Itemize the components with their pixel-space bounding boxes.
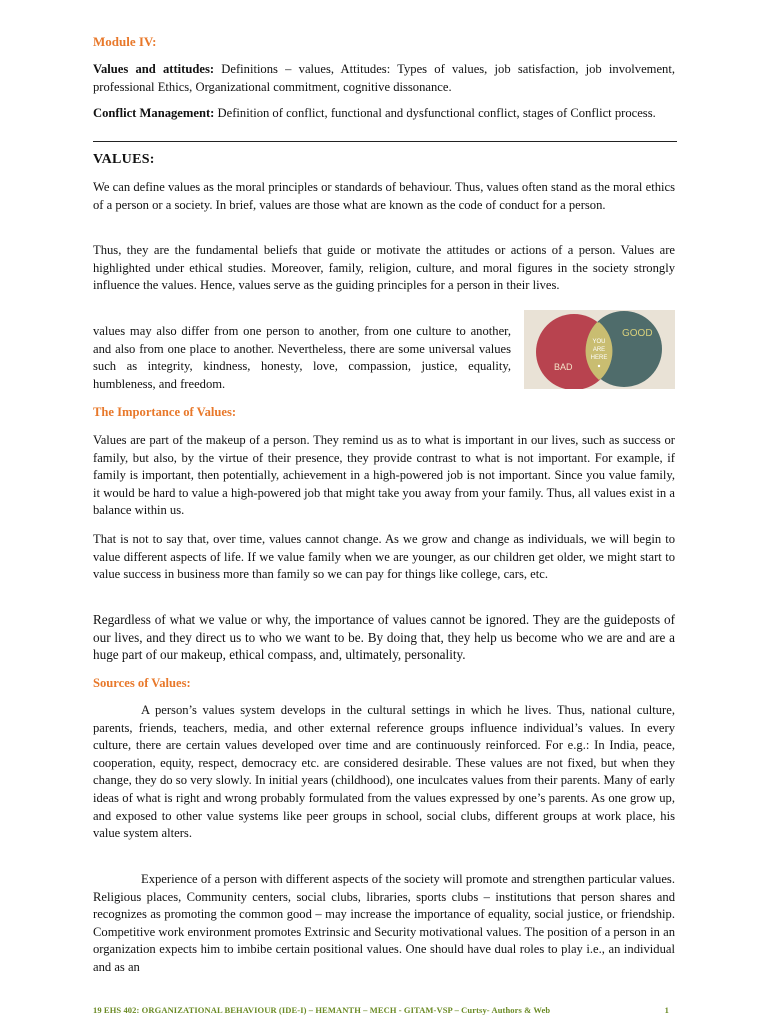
importance-paragraph-1: Values are part of the makeup of a person. They remind us as to what is important in our lives, such as success or family, but also, by the virtue of their presence, they provide contrast to what is not important. For example, if family is important, then potentially, achievement in a high-powered job is not important. Since you value family, it would be hard to value a high-powered job that might take you away from your family. Thus, all values exist in a balance within us.: [93, 433, 675, 518]
values-paragraph-2: Thus, they are the fundamental beliefs that guide or motivate the attitudes or actions of a person. Values are highlighted under ethical studies. Moreover, family, religion, culture, and moral figures in the society strongly influence the values. Hence, values serve as the guiding principles for a person in their lives.: [93, 243, 675, 293]
page-footer: [93, 1005, 669, 1015]
venn-center-label-3: HERE: [590, 355, 608, 361]
values-paragraph-3: values may also differ from one person to another, from one culture to another, and also from one place to another. Nevertheless, there are some universal values such as integrity, kindness, honesty, love, compassion, justice, equality, humbleness, and freedom.: [93, 324, 511, 391]
importance-paragraph-3: Regardless of what we value or why, the importance of values cannot be ignored. They are the guideposts of our lives, and they direct us to who we want to be. By doing that, they help us become who we are and are a huge part of our makeup, ethical compass, and, ultimately, personality.: [93, 612, 675, 663]
module-heading: Module IV:: [93, 34, 157, 49]
syllabus-values-text: Definitions – values, Attitudes: Types of values, job satisfaction, job involvement, professional Ethics, Organizational commitment, cognitive dissonance.: [93, 62, 675, 94]
venn-bad-label: BAD: [554, 362, 573, 372]
importance-heading: The Importance of Values:: [93, 405, 237, 419]
syllabus-values-label: Values and attitudes:: [93, 62, 215, 76]
venn-good-label: GOOD: [622, 328, 653, 339]
values-heading: VALUES:: [93, 152, 155, 167]
syllabus-values: [93, 61, 675, 96]
syllabus-conflict-text: Definition of conflict, functional and dysfunctional conflict, stages of Conflict process.: [214, 106, 656, 120]
values-paragraph-1: We can define values as the moral principles or standards of behaviour. Thus, values often stand as the moral ethics of a person or a society. In brief, values are those what are known as the code of conduct for a person.: [93, 180, 675, 212]
sources-heading: Sources of Values:: [93, 676, 191, 690]
venn-center-label-1: YOU: [592, 339, 606, 345]
syllabus-conflict: [93, 105, 675, 123]
venn-center-dot: [598, 365, 600, 367]
page-number: 1: [664, 1005, 669, 1015]
importance-paragraph-2: That is not to say that, over time, values cannot change. As we grow and change as individuals, we will begin to value different aspects of life. If we value family when we are younger, as our children get older, we might start to value success in business more than family so we can pay for things like college, cars, etc.: [93, 532, 675, 582]
sources-paragraph-1: A person’s values system develops in the cultural settings in which he lives. Thus, national culture, parents, friends, teachers, media, and other external reference groups influence individual’s values. In every culture, there are certain values developed over time and are continuously reinforced. For e.g.: In India, peace, cooperation, equity, respect, democracy etc. are considered desirable. These values are not fixed, but when they change, they do so very slowly. In initial years (childhood), one inculcates values from their parents. Many of early ideas of what is right and wrong probably formulated from the values expressed by one’s parents. As one grow up, and exposed to other value systems like peer groups in school, social clubs, different groups at work place, his value system alters.: [93, 703, 675, 841]
sources-paragraph-2: Experience of a person with different aspects of the society will promote and strengthen particular values. Religious places, Community centers, social clubs, libraries, sports clubs – institutions that person shares and recognizes as promoting the common good – may increase the importance of equality, social justice, or friendship. Competitive work environment promotes Extrinsic and Security motivational values. The position of a person in an organization expects him to imbibe certain positional values. One should have dual roles to play i.e., an individual and as an: [93, 872, 675, 974]
syllabus-conflict-label: Conflict Management:: [93, 106, 215, 120]
venn-center-label-2: ARE: [592, 347, 606, 353]
venn-diagram-image: [524, 310, 675, 389]
footer-text: 19 EHS 402: ORGANIZATIONAL BEHAVIOUR (IDE-I) – HEMANTH – MECH - GITAM-VSP – Curtsy- Authors & Web: [93, 1005, 551, 1015]
section-divider: [93, 141, 677, 142]
